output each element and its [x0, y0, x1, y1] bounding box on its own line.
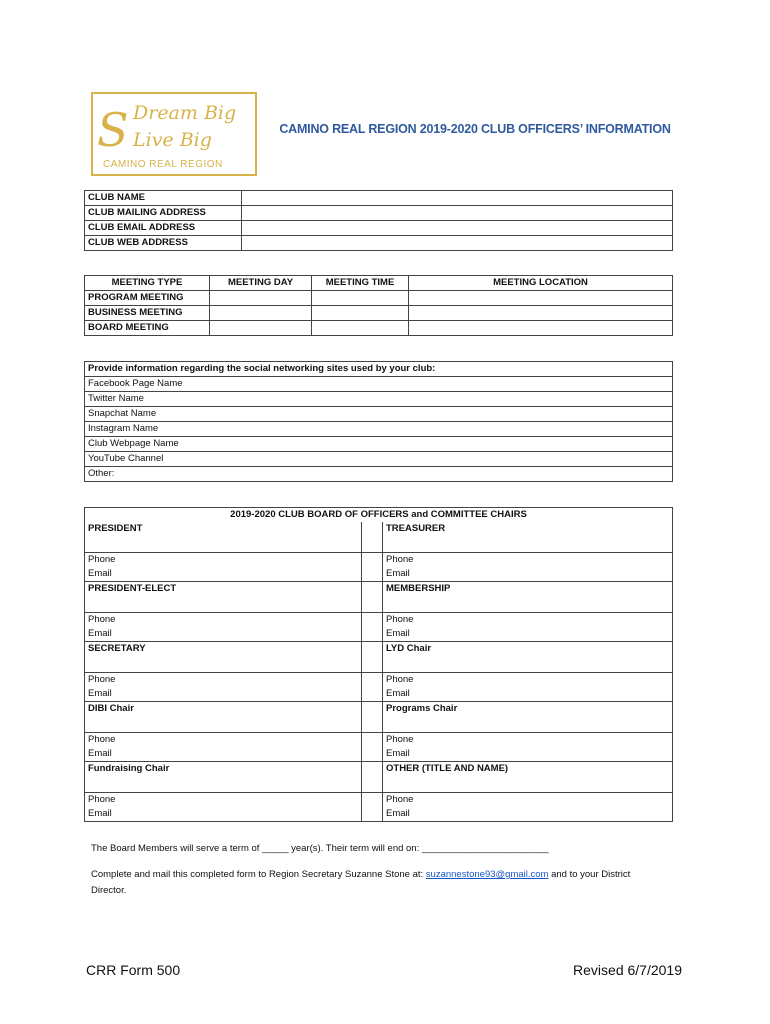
social-row: Snapchat Name	[85, 407, 673, 422]
email-label-right: Email	[383, 627, 673, 642]
social-row: Other:	[85, 467, 673, 482]
meeting-time-field[interactable]	[312, 306, 409, 321]
phone-label-left: Phone	[85, 793, 362, 808]
officer-gap[interactable]	[362, 567, 383, 582]
officer-gap[interactable]	[362, 807, 383, 822]
officer-gap[interactable]	[362, 613, 383, 628]
officer-gap[interactable]	[362, 582, 383, 613]
officer-title-right: MEMBERSHIP	[383, 582, 673, 613]
officer-title-left: Fundraising Chair	[85, 762, 362, 793]
meeting-day-field[interactable]	[210, 291, 312, 306]
officer-gap[interactable]	[362, 673, 383, 688]
logo-line1: Dream Big	[133, 102, 237, 124]
phone-label-left: Phone	[85, 673, 362, 688]
meeting-header: MEETING LOCATION	[409, 276, 673, 291]
club-info-row	[85, 236, 673, 251]
officer-title-left: PRESIDENT-ELECT	[85, 582, 362, 613]
officer-gap[interactable]	[362, 702, 383, 733]
logo-graphic	[93, 94, 255, 174]
phone-label-left: Phone	[85, 613, 362, 628]
email-label-left: Email	[85, 687, 362, 702]
club-info-row	[85, 191, 673, 206]
social-row: Instagram Name	[85, 422, 673, 437]
secretary-email-link[interactable]: suzannestone93@gmail.com	[425, 869, 549, 880]
meeting-day-field[interactable]	[210, 306, 312, 321]
club-info-label: CLUB MAILING ADDRESS	[85, 206, 242, 221]
meeting-location-field[interactable]	[409, 321, 673, 336]
meeting-location-field[interactable]	[409, 306, 673, 321]
email-label-left: Email	[85, 747, 362, 762]
email-label-right: Email	[383, 747, 673, 762]
social-row: Twitter Name	[85, 392, 673, 407]
officer-gap[interactable]	[362, 642, 383, 673]
email-label-left: Email	[85, 567, 362, 582]
email-label-right: Email	[383, 567, 673, 582]
officer-gap[interactable]	[362, 522, 383, 553]
email-label-left: Email	[85, 627, 362, 642]
logo-line2: Live Big	[133, 129, 212, 151]
dream-big-logo	[91, 92, 257, 176]
officer-gap[interactable]	[362, 747, 383, 762]
social-row: Club Webpage Name	[85, 437, 673, 452]
club-info-row	[85, 206, 673, 221]
officer-gap[interactable]	[362, 553, 383, 568]
logo-monogram: S	[97, 103, 129, 157]
club-info-label: CLUB NAME	[85, 191, 242, 206]
email-label-left: Email	[85, 807, 362, 822]
officer-gap[interactable]	[362, 733, 383, 748]
meeting-header: MEETING DAY	[210, 276, 312, 291]
phone-label-right: Phone	[383, 613, 673, 628]
revision-date: Revised 6/7/2019	[573, 962, 682, 978]
mail-suffix: and to your District	[548, 869, 631, 880]
social-header: Provide information regarding the social networking sites used by your club:	[85, 362, 673, 377]
officer-title-left: PRESIDENT	[85, 522, 362, 553]
officer-title-right: Programs Chair	[383, 702, 673, 733]
mail-instructions	[91, 869, 691, 880]
logo-region: CAMINO REAL REGION	[103, 159, 223, 170]
phone-label-right: Phone	[383, 793, 673, 808]
meeting-day-field[interactable]	[210, 321, 312, 336]
board-header: 2019-2020 CLUB BOARD OF OFFICERS and COMMITTEE CHAIRS	[85, 508, 673, 523]
meeting-type-label: BUSINESS MEETING	[85, 306, 210, 321]
social-row: Facebook Page Name	[85, 377, 673, 392]
officer-title-left: DIBI Chair	[85, 702, 362, 733]
officer-title-right: LYD Chair	[383, 642, 673, 673]
officer-title-right: TREASURER	[383, 522, 673, 553]
officer-gap[interactable]	[362, 793, 383, 808]
meeting-location-field[interactable]	[409, 291, 673, 306]
club-info-row	[85, 221, 673, 236]
club-info-value[interactable]	[242, 236, 673, 251]
term-line: The Board Members will serve a term of _____ year(s). Their term will end on: ________________________	[91, 843, 549, 854]
officer-title-right: OTHER (TITLE AND NAME)	[383, 762, 673, 793]
social-table	[84, 361, 673, 482]
club-info-value[interactable]	[242, 221, 673, 236]
phone-label-right: Phone	[383, 553, 673, 568]
email-label-right: Email	[383, 807, 673, 822]
club-info-label: CLUB WEB ADDRESS	[85, 236, 242, 251]
officer-title-left: SECRETARY	[85, 642, 362, 673]
meeting-header: MEETING TIME	[312, 276, 409, 291]
phone-label-right: Phone	[383, 733, 673, 748]
club-info-value[interactable]	[242, 191, 673, 206]
form-id: CRR Form 500	[86, 962, 181, 978]
social-row: YouTube Channel	[85, 452, 673, 467]
phone-label-left: Phone	[85, 733, 362, 748]
club-info-value[interactable]	[242, 206, 673, 221]
form-title: CAMINO REAL REGION 2019-2020 CLUB OFFICERS’ INFORMATION	[279, 122, 671, 136]
meetings-table	[84, 275, 673, 336]
officer-gap[interactable]	[362, 687, 383, 702]
meeting-type-label: BOARD MEETING	[85, 321, 210, 336]
meeting-time-field[interactable]	[312, 321, 409, 336]
meeting-type-label: PROGRAM MEETING	[85, 291, 210, 306]
board-table	[84, 507, 673, 822]
mail-prefix: Complete and mail this completed form to Region Secretary Suzanne Stone at:	[91, 869, 426, 880]
mail-instructions-line2: Director.	[91, 885, 127, 896]
phone-label-right: Phone	[383, 673, 673, 688]
officer-gap[interactable]	[362, 762, 383, 793]
meeting-header: MEETING TYPE	[85, 276, 210, 291]
officer-gap[interactable]	[362, 627, 383, 642]
phone-label-left: Phone	[85, 553, 362, 568]
club-info-label: CLUB EMAIL ADDRESS	[85, 221, 242, 236]
email-label-right: Email	[383, 687, 673, 702]
club-info-table	[84, 190, 673, 251]
meeting-time-field[interactable]	[312, 291, 409, 306]
